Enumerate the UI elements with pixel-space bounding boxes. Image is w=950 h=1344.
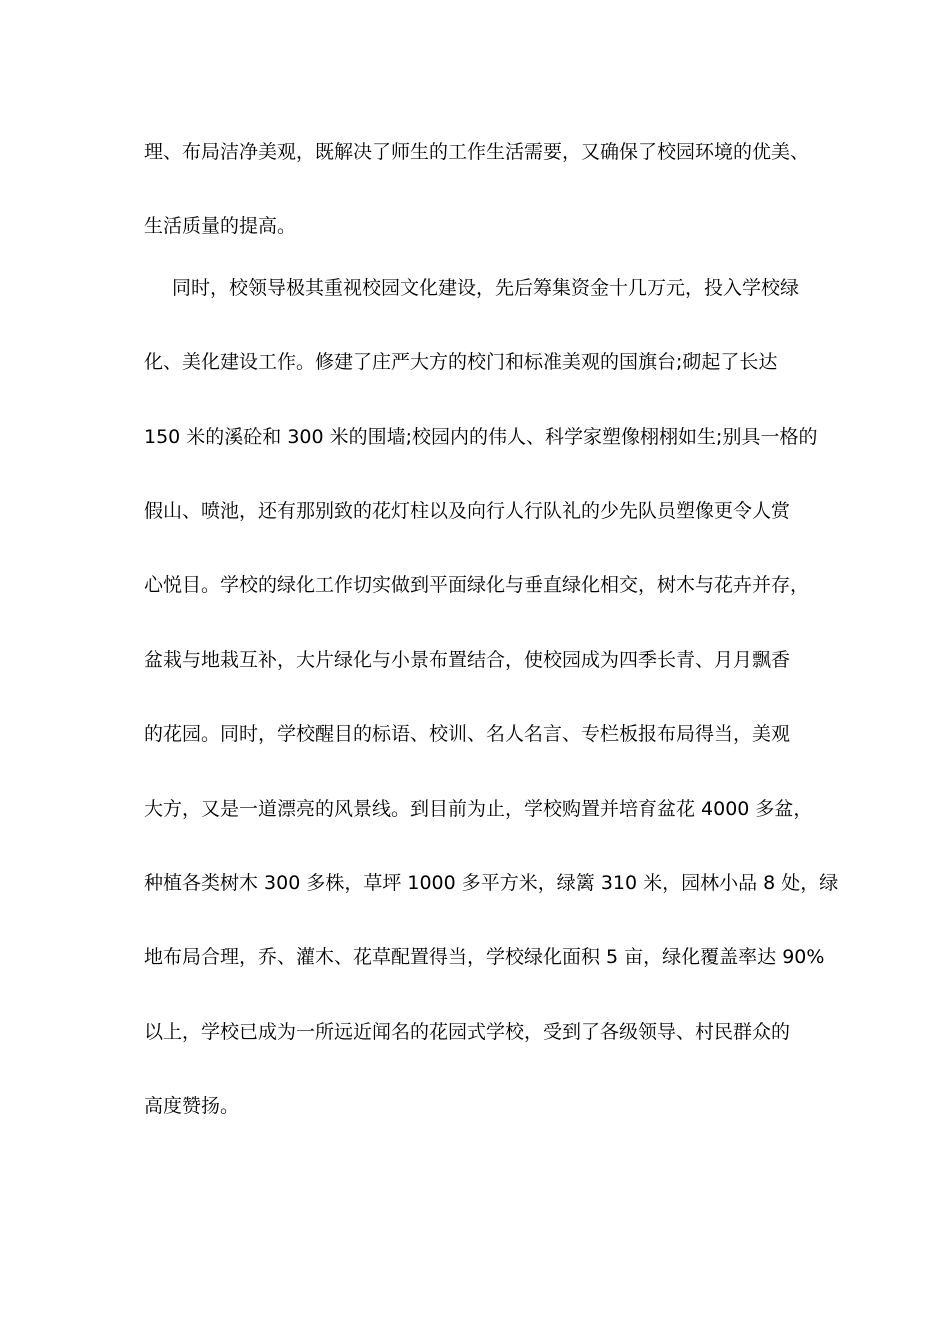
text-line: 的花园。同时，学校醒目的标语、校训、名人名言、专栏板报布局得当，美观: [144, 723, 791, 745]
text-line: 假山、喷池，还有那别致的花灯柱以及向行人行队礼的少先队员塑像更令人赏: [144, 500, 791, 522]
text-line: 大方，又是一道漂亮的风景线。到目前为止，学校购置并培育盆花 4000 多盆，: [144, 798, 813, 820]
paragraph-first-line: 同时，校领导极其重视校园文化建设，先后筹集资金十几万元，投入学校绿: [172, 277, 800, 299]
text-line: 盆栽与地栽互补，大片绿化与小景布置结合，使校园成为四季长青、月月飘香: [144, 649, 791, 671]
text-line: 心悦目。学校的绿化工作切实做到平面绿化与垂直绿化相交，树木与花卉并存，: [144, 574, 810, 596]
text-line: 高度赞扬。: [144, 1095, 240, 1117]
text-line: 种植各类树木 300 多株，草坪 1000 多平方米，绿篱 310 米，园林小品 8 处，绿: [144, 872, 839, 894]
text-line: 150 米的溪砼和 300 米的围墙;校园内的伟人、科学家塑像栩栩如生;别具一格的: [144, 426, 818, 448]
text-line: 地布局合理，乔、灌木、花草配置得当，学校绿化面积 5 亩，绿化覆盖率达 90%: [144, 946, 825, 968]
text-line: 化、美化建设工作。修建了庄严大方的校门和标准美观的国旗台;砌起了长达: [144, 351, 778, 373]
text-line: 以上，学校已成为一所远近闻名的花园式学校，受到了各级领导、村民群众的: [144, 1021, 791, 1043]
text-line: 理、布局洁净美观，既解决了师生的工作生活需要，又确保了校园环境的优美、: [144, 141, 810, 163]
text-line: 生活质量的提高。: [144, 215, 297, 237]
